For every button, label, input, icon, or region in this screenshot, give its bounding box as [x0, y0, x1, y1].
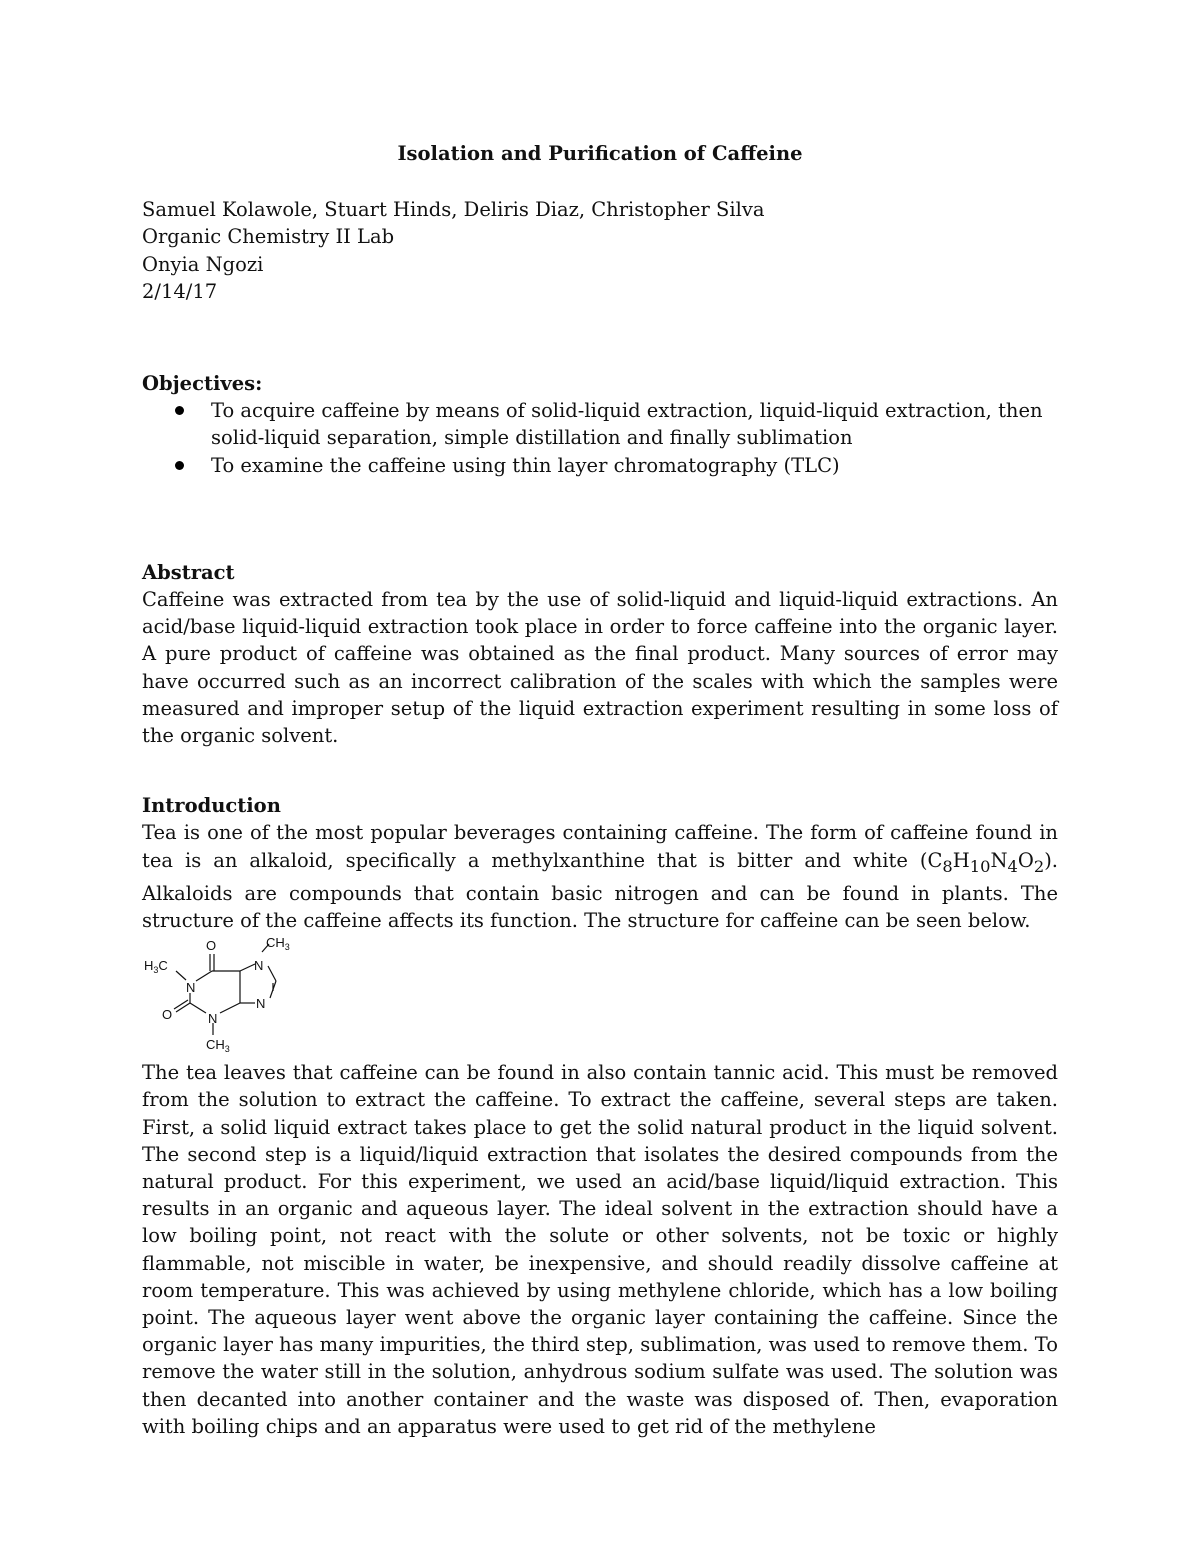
- document-title: Isolation and Purification of Caffeine: [397, 142, 803, 165]
- formula-subscript-c: 8: [942, 856, 953, 876]
- course-line: Organic Chemistry II Lab: [142, 225, 395, 249]
- atom-ch3-bottom: $CH_3$: [206, 1037, 230, 1055]
- atom-h3c-left: $H_3C$: [144, 958, 168, 976]
- caffeine-structure-diagram: [142, 937, 307, 1057]
- objectives-list: [142, 397, 1058, 479]
- formula-subscript-o: 2: [1033, 856, 1045, 876]
- bullet-icon: [175, 461, 184, 470]
- atom-n3: N: [208, 1011, 218, 1027]
- authors-line: Samuel Kolawole, Stuart Hinds, Deliris Diaz, Christopher Silva: [142, 198, 765, 222]
- abstract-section: [142, 559, 1058, 749]
- introduction-heading: Introduction: [142, 794, 281, 818]
- abstract-heading: Abstract: [142, 560, 235, 584]
- formula-o: O: [1017, 848, 1034, 872]
- list-item: [142, 397, 1058, 451]
- formula-h: H: [952, 848, 970, 872]
- document-body: [142, 140, 1058, 1440]
- formula-n: N: [990, 848, 1008, 872]
- introduction-paragraph-1: [142, 819, 1058, 934]
- introduction-paragraph-2: The tea leaves that caffeine can be found in also contain tannic acid. This must be removed from the solution to extract the caffeine. To extract the caffeine, several steps are taken. First, a solid liquid extract takes place to get the solid natural product in the liquid solvent. The second step is a liquid/liquid extraction that isolates the desired compounds from the natural product. For this experiment, we used an acid/base liquid/liquid extraction. This results in an organic and aqueous layer. The ideal solvent in the extraction should have a low boiling point, not react with the solute or other solvents, not be toxic or highly flammable, not miscible in water, be inexpensive, and should readily dissolve caffeine at room temperature. This was achieved by using methylene chloride, which has a low boiling point. The aqueous layer went above the organic layer containing the caffeine. Since the organic layer has many impurities, the third step, sublimation, was used to remove them. To remove the water still in the solution, anhydrous sodium sulfate was used. The solution was then decanted into another container and the waste was disposed of. Then, evaporation with boiling chips and an apparatus were used to get rid of the methylene: [142, 1061, 1058, 1438]
- atom-ch3-top: $CH_3$: [266, 937, 290, 953]
- atom-n9: N: [256, 996, 266, 1012]
- bullet-icon: [175, 406, 184, 415]
- objective-text: To acquire caffeine by means of solid-liquid extraction, liquid-liquid extraction, then solid-liquid separation, simple distillation and finally sublimation: [211, 399, 1043, 450]
- formula-subscript-n: 4: [1007, 856, 1018, 876]
- intro-text-part-b: ). Alkaloids are compounds that contain basic nitrogen and can be found in plants. The structure of the caffeine affects its function. The structure for caffeine can be seen below.: [142, 848, 1058, 932]
- introduction-section: [142, 792, 1058, 1440]
- atom-n1: N: [186, 980, 196, 996]
- objectives-heading: Objectives:: [142, 372, 263, 396]
- atom-o-left: O: [162, 1007, 173, 1023]
- list-item: [142, 452, 1058, 479]
- intro-text-part-a: Tea is one of the most popular beverages containing caffeine. The form of caffeine found in tea is an alkaloid, specifically a methylxanthine that is bitter and white (C: [142, 821, 1058, 872]
- document-meta: [142, 196, 1058, 305]
- abstract-paragraph: Caffeine was extracted from tea by the use of solid-liquid and liquid-liquid extractions. An acid/base liquid-liquid extraction took place in order to force caffeine into the organic layer. A pure product of caffeine was obtained as the final product. Many sources of error may have occurred such as an incorrect calibration of the scales with which the samples were measured and improper setup of the liquid extraction experiment resulting in some loss of the organic solvent.: [142, 588, 1058, 748]
- formula-subscript-h: 10: [969, 856, 991, 876]
- objectives-section: [142, 370, 1058, 479]
- atom-n7: N: [254, 958, 264, 974]
- objective-text: To examine the caffeine using thin layer chromatography (TLC): [211, 453, 840, 477]
- instructor-line: Onyia Ngozi: [142, 252, 264, 276]
- date-line: 2/14/17: [142, 279, 218, 303]
- atom-o-top: O: [206, 938, 217, 954]
